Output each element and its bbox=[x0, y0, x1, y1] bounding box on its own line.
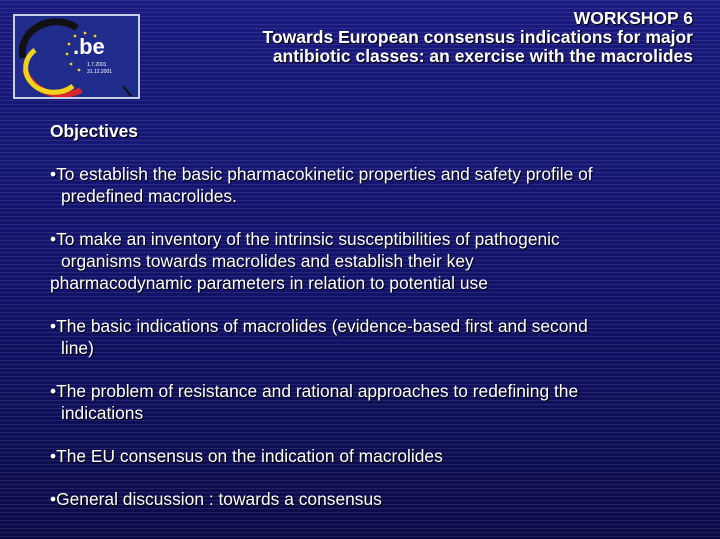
objective-text: pharmacodynamic parameters in relation to potential use bbox=[50, 273, 488, 293]
objective-text: line) bbox=[61, 338, 94, 358]
objective-text: •The EU consensus on the indication of macrolides bbox=[50, 446, 443, 466]
objective-text: predefined macrolides. bbox=[61, 186, 237, 206]
objective-text: •To make an inventory of the intrinsic susceptibilities of pathogenic bbox=[50, 229, 560, 249]
logo-date-end: 31.12.2001 bbox=[87, 69, 113, 75]
title-line-1: Towards European consensus indications for major bbox=[262, 27, 693, 47]
objective-item-discussion bbox=[50, 488, 700, 510]
objective-text: •The basic indications of macrolides (evidence-based first and second bbox=[50, 316, 588, 336]
objective-text: indications bbox=[61, 403, 144, 423]
objective-item-indications bbox=[50, 315, 700, 359]
objectives-section bbox=[50, 120, 700, 531]
objective-item-resistance bbox=[50, 380, 700, 424]
logo-text: .be bbox=[73, 34, 105, 59]
objective-text: •The problem of resistance and rational approaches to redefining the bbox=[50, 381, 579, 401]
objective-text: •To establish the basic pharmacokinetic properties and safety profile of bbox=[50, 164, 593, 184]
logo-graphic bbox=[15, 16, 138, 97]
slide-title bbox=[150, 9, 693, 66]
objective-item-eu-consensus bbox=[50, 445, 700, 467]
objective-item-pharmacokinetics bbox=[50, 163, 700, 207]
logo-date-start: 1.7.2001 bbox=[87, 62, 107, 68]
objective-item-susceptibilities bbox=[50, 228, 700, 294]
belgian-presidency-logo bbox=[13, 14, 140, 99]
objective-text: organisms towards macrolides and establish their key bbox=[61, 251, 474, 271]
title-line-2: antibiotic classes: an exercise with the macrolides bbox=[272, 46, 693, 66]
workshop-label: WORKSHOP 6 bbox=[573, 8, 693, 28]
objective-text: •General discussion : towards a consensus bbox=[50, 489, 382, 509]
objectives-heading: Objectives bbox=[50, 121, 138, 141]
